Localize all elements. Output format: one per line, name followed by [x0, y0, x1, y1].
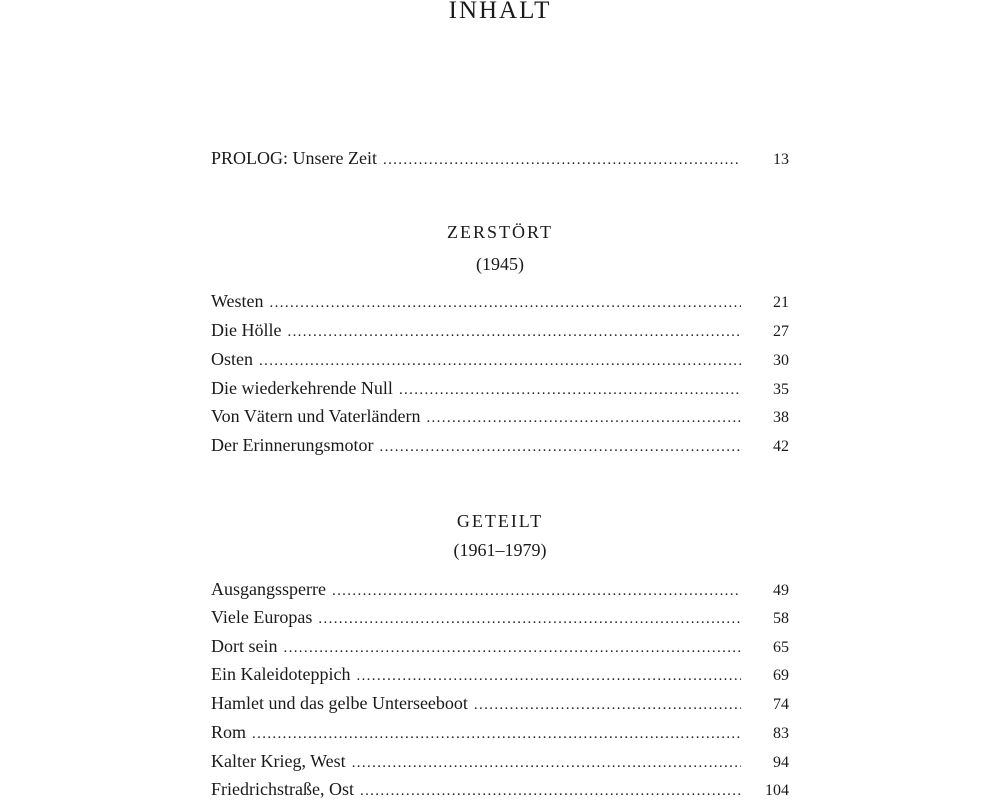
toc-entry[interactable] — [211, 289, 789, 313]
toc-entry-page: 94 — [773, 754, 789, 771]
toc-entry-prolog[interactable] — [211, 146, 789, 170]
toc-entry-label: Dort sein — [211, 636, 278, 656]
section-title-geteilt: GETEILT — [456, 511, 544, 531]
toc-entry-page: 58 — [773, 610, 789, 627]
toc-entry[interactable] — [211, 691, 789, 715]
toc-entry-page: 21 — [773, 294, 789, 311]
toc-entry-page: 69 — [773, 667, 789, 684]
section-title-zerstoert: ZERSTÖRT — [447, 222, 553, 242]
toc-entry-page: 13 — [773, 151, 789, 168]
leader-dots — [332, 579, 741, 603]
leader-dots — [287, 320, 741, 344]
toc-entry[interactable] — [211, 662, 789, 686]
toc-entry-label: Rom — [211, 722, 247, 742]
section-years-geteilt: (1961–1979) — [453, 540, 547, 560]
toc-entry-label: Die wiederkehrende Null — [211, 378, 393, 398]
toc-entry[interactable] — [211, 577, 789, 601]
toc-entry-label: Viele Europas — [211, 607, 313, 627]
toc-entry-page: 49 — [773, 582, 789, 599]
leader-dots — [270, 291, 741, 315]
toc-entry-label: Kalter Krieg, West — [211, 751, 346, 771]
leader-dots — [318, 607, 741, 631]
page-title: INHALT — [448, 0, 552, 24]
toc-entry-page: 30 — [773, 352, 789, 369]
leader-dots — [474, 693, 741, 717]
toc-entry-page: 65 — [773, 639, 789, 656]
toc-entry-page: 104 — [765, 782, 789, 799]
leader-dots — [284, 636, 742, 660]
toc-entry[interactable] — [211, 433, 789, 457]
toc-entry[interactable] — [211, 720, 789, 744]
toc-entry[interactable] — [211, 376, 789, 400]
toc-entry-label: Friedrichstraße, Ost — [211, 779, 354, 799]
toc-entry-page: 74 — [773, 696, 789, 713]
toc-entry-page: 42 — [773, 438, 789, 455]
toc-entry-page: 83 — [773, 725, 789, 742]
leader-dots — [259, 349, 741, 373]
toc-entry-label: Der Erinnerungsmotor — [211, 435, 374, 455]
toc-entry-label: Osten — [211, 349, 253, 369]
toc-entry-label: Westen — [211, 291, 264, 311]
leader-dots — [399, 378, 741, 402]
toc-entry[interactable] — [211, 777, 789, 801]
toc-entry[interactable] — [211, 605, 789, 629]
leader-dots — [426, 406, 741, 430]
leader-dots — [356, 664, 741, 688]
toc-entry[interactable] — [211, 749, 789, 773]
toc-entry-label: Ausgangssperre — [211, 579, 326, 599]
toc-entry-page: 38 — [773, 409, 789, 426]
toc-entry-label: Ein Kaleidoteppich — [211, 664, 351, 684]
toc-entry-page: 35 — [773, 381, 789, 398]
leader-dots — [360, 779, 741, 803]
leader-dots — [352, 751, 741, 775]
toc-entry[interactable] — [211, 404, 789, 428]
toc-entry[interactable] — [211, 347, 789, 371]
toc-entry-label: PROLOG: Unsere Zeit — [211, 148, 377, 168]
toc-entry-label: Von Vätern und Vaterländern — [211, 406, 421, 426]
section-years-zerstoert: (1945) — [476, 254, 524, 274]
leader-dots — [379, 435, 741, 459]
leader-dots — [383, 148, 741, 172]
toc-entry-label: Hamlet und das gelbe Unterseeboot — [211, 693, 468, 713]
toc-entry-page: 27 — [773, 323, 789, 340]
toc-entry[interactable] — [211, 634, 789, 658]
toc-entry[interactable] — [211, 318, 789, 342]
toc-entry-label: Die Hölle — [211, 320, 282, 340]
leader-dots — [252, 722, 741, 746]
